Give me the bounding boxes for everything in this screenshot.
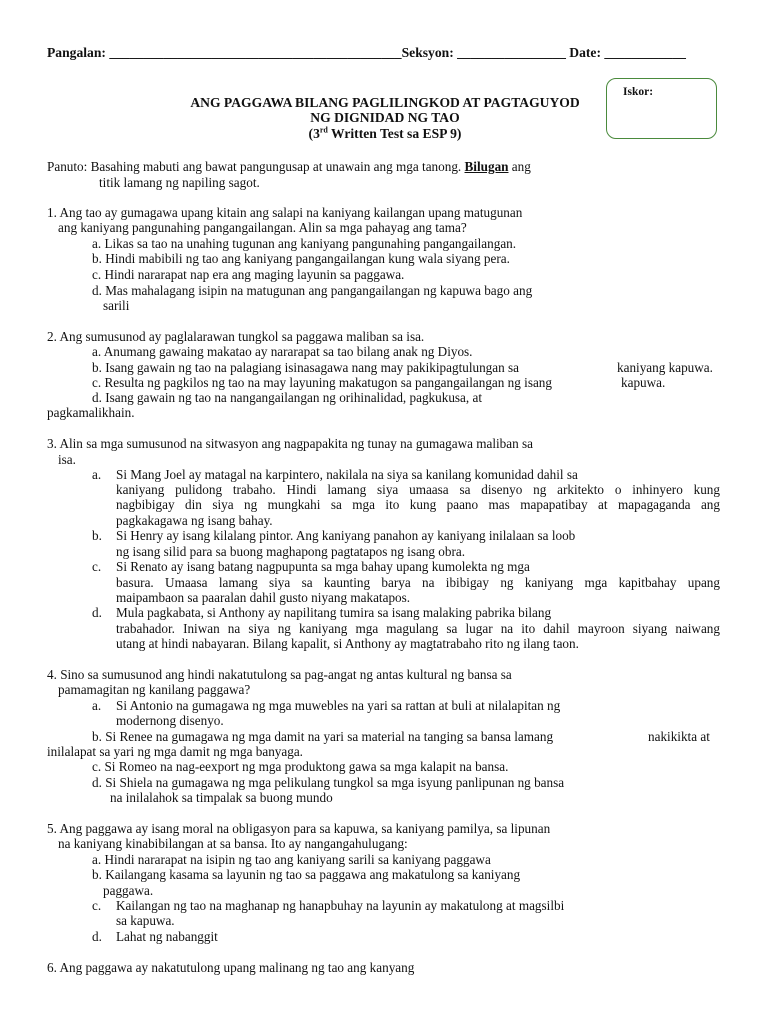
directions-line-2: titik lamang ng napiling sagot.	[99, 175, 260, 190]
q3-option-d-line-2: trabahador. Iniwan na siya ng kaniyang mga magulang sa lugar na ito dahil mayroon siyang naiwang	[116, 621, 720, 636]
q4-stem-1: 4. Sino sa sumusunod ang hindi nakatutulong sa pag-angat ng antas kultural ng bansa sa	[47, 667, 512, 682]
q5-option-b[interactable]: b. Kailangang kasama sa layunin ng tao sa paggawa ang makatulong sa kaniyang	[92, 867, 521, 882]
q1-option-a[interactable]: a. Likas sa tao na unahing tugunan ang kaniyang pangunahing pangangailangan.	[92, 236, 517, 251]
q2-stem: 2. Ang sumusunod ay paglalarawan tungkol sa paggawa maliban sa isa.	[47, 329, 425, 344]
q3-stem-2: isa.	[58, 452, 76, 467]
directions-pre: Panuto: Basahing mabuti ang bawat pangungusap at unawain ang mga tanong.	[47, 159, 465, 174]
q3-option-b-line-2: ng isang silid para sa buong maghapong pagtatapos ng isang obra.	[116, 544, 466, 559]
q2-option-c[interactable]: c. Resulta ng pagkilos ng tao na may layuning makatugon sa pangangailangan ng isang	[92, 375, 552, 390]
q4-option-d-line-2: na inilalahok sa timpalak sa buong mundo	[110, 790, 333, 805]
directions-underlined: Bilugan	[464, 159, 509, 174]
q4-option-b-line-2: inilalapat sa yari ng mga damit ng mga banyaga.	[47, 744, 303, 759]
q4-option-b-end: nakikikta at	[648, 729, 710, 744]
title-line-1: ANG PAGGAWA BILANG PAGLILINGKOD AT PAGTAGUYOD	[190, 95, 580, 110]
directions-line-1	[47, 159, 531, 174]
q4-option-a-line-2: modernong disenyo.	[116, 713, 224, 728]
q5-option-b-line-2: paggawa.	[103, 883, 154, 898]
score-label: Iskor:	[623, 86, 654, 98]
q3-option-d-letter[interactable]: d.	[92, 605, 102, 620]
q4-option-a: Si Antonio na gumagawa ng mga muwebles na yari sa rattan at buli at nilalapitan ng	[116, 698, 561, 713]
q3-option-b: Si Henry ay isang kilalang pintor. Ang kaniyang panahon ay kaniyang inilalaan sa loob	[116, 528, 576, 543]
q5-option-c: Kailangan ng tao na maghanap ng hanapbuhay na layunin ay makatulong at magsilbi	[116, 898, 565, 913]
q1-option-d[interactable]: d. Mas mahalagang isipin na matugunan ang pangangailangan ng kapuwa bago ang	[92, 283, 533, 298]
q4-option-b[interactable]: b. Si Renee na gumagawa ng mga damit na yari sa material na tanging sa bansa lamang	[92, 729, 554, 744]
q5-stem-2: na kaniyang kinabibilangan at sa bansa. Ito ay nangangahulugang:	[58, 836, 408, 851]
q1-stem-2: ang kaniyang pangunahing pangangailangan. Alin sa mga pahayag ang tama?	[58, 220, 467, 235]
q5-option-d: Lahat ng nabanggit	[116, 929, 218, 944]
q3-option-d: Mula pagkabata, si Anthony ay napilitang tumira sa isang malaking pabrika bilang	[116, 605, 552, 620]
title-line-2: NG DIGNIDAD NG TAO	[310, 110, 460, 125]
q3-option-c-line-2: basura. Umaasa lamang siya sa kaunting barya na ibibigay ng kaniyang mga kapitbahay upang	[116, 575, 720, 590]
q3-option-a: Si Mang Joel ay matagal na karpintero, nakilala na siya sa kanilang komunidad dahil sa	[116, 467, 578, 482]
directions-post: ang	[508, 159, 531, 174]
q1-option-c[interactable]: c. Hindi nararapat nap era ang maging layunin sa paggawa.	[92, 267, 405, 282]
q3-option-a-line-2: kaniyang pulidong trabaho. Hindi lamang siya umaasa sa disenyo ng arkitekto o inhinyero kung	[116, 482, 720, 497]
title-line-3-sup: rd	[319, 125, 328, 135]
date-field[interactable]: Date: ____________	[569, 45, 686, 60]
q5-option-a[interactable]: a. Hindi nararapat na isipin ng tao ang kaniyang sarili sa kaniyang paggawa	[92, 852, 491, 867]
q3-option-c-line-3: maipambaon sa paaralan dahil gusto niyang makatapos.	[116, 590, 411, 605]
q1-option-b[interactable]: b. Hindi mabibili ng tao ang kaniyang pangangailangan kung wala siyang pera.	[92, 251, 510, 266]
q3-option-c: Si Renato ay isang batang nagpupunta sa mga bahay upang kumolekta ng mga	[116, 559, 530, 574]
q5-option-d-letter[interactable]: d.	[92, 929, 102, 944]
name-field[interactable]: Pangalan: ___________________________________________	[47, 45, 402, 60]
q1-stem-1: 1. Ang tao ay gumagawa upang kitain ang salapi na kaniyang kailangan upang matugunan	[47, 205, 523, 220]
q3-option-a-line-4: pagkakagawa ng isang bahay.	[116, 513, 273, 528]
q1-option-d-cont: sarili	[103, 298, 130, 313]
title-line-3-pre: (3	[308, 126, 320, 141]
q3-stem-1: 3. Alin sa mga sumusunod na sitwasyon ang nagpapakita ng tunay na gumagawa maliban sa	[47, 436, 534, 451]
q3-option-c-letter[interactable]: c.	[92, 559, 102, 574]
q6-stem-1: 6. Ang paggawa ay nakatutulong upang malinang ng tao ang kanyang	[47, 960, 415, 975]
q2-option-b[interactable]: b. Isang gawain ng tao na palagiang isinasagawa nang may pakikipagtulungan sa	[92, 360, 520, 375]
q2-option-a[interactable]: a. Anumang gawaing makatao ay nararapat sa tao bilang anak ng Diyos.	[92, 344, 473, 359]
q4-option-d[interactable]: d. Si Shiela na gumagawa ng mga pelikulang tungkol sa mga isyung panlipunan ng bansa	[92, 775, 565, 790]
title-line-3-post: Written Test sa ESP 9)	[327, 126, 462, 141]
q4-stem-2: pamamagitan ng kanilang paggawa?	[58, 682, 251, 697]
q2-option-b-end: kaniyang kapuwa.	[617, 360, 713, 375]
q3-option-b-letter[interactable]: b.	[92, 528, 102, 543]
q5-option-c-line-2: sa kapuwa.	[116, 913, 175, 928]
header-line	[47, 45, 686, 60]
q5-option-c-letter[interactable]: c.	[92, 898, 102, 913]
q5-stem-1: 5. Ang paggawa ay isang moral na obligasyon para sa kapuwa, sa kaniyang pamilya, sa lipunan	[47, 821, 551, 836]
q2-option-d[interactable]: d. Isang gawain ng tao na nangangailangan ng orihinalidad, pagkukusa, at	[92, 390, 483, 405]
q3-option-d-line-3: utang at hindi nabayaran. Bilang kapalit, si Anthony ay magtatrabaho rito ng ilang taon.	[116, 636, 579, 651]
section-field[interactable]: Seksyon: ________________	[401, 45, 566, 60]
q4-option-c[interactable]: c. Si Romeo na nag-eexport ng mga produktong gawa sa mga kalapit na bansa.	[92, 759, 509, 774]
q2-option-d-cont: pagkamalikhain.	[47, 405, 135, 420]
title-line-3	[120, 126, 650, 141]
q3-option-a-line-3: nagbibigay din siya ng mungkahi sa mga ito kung paano mas mapapatibay at mapagaganda ang	[116, 497, 720, 512]
q3-option-a-letter[interactable]: a.	[92, 467, 102, 482]
q2-option-c-end: kapuwa.	[621, 375, 666, 390]
q4-option-a-letter[interactable]: a.	[92, 698, 102, 713]
